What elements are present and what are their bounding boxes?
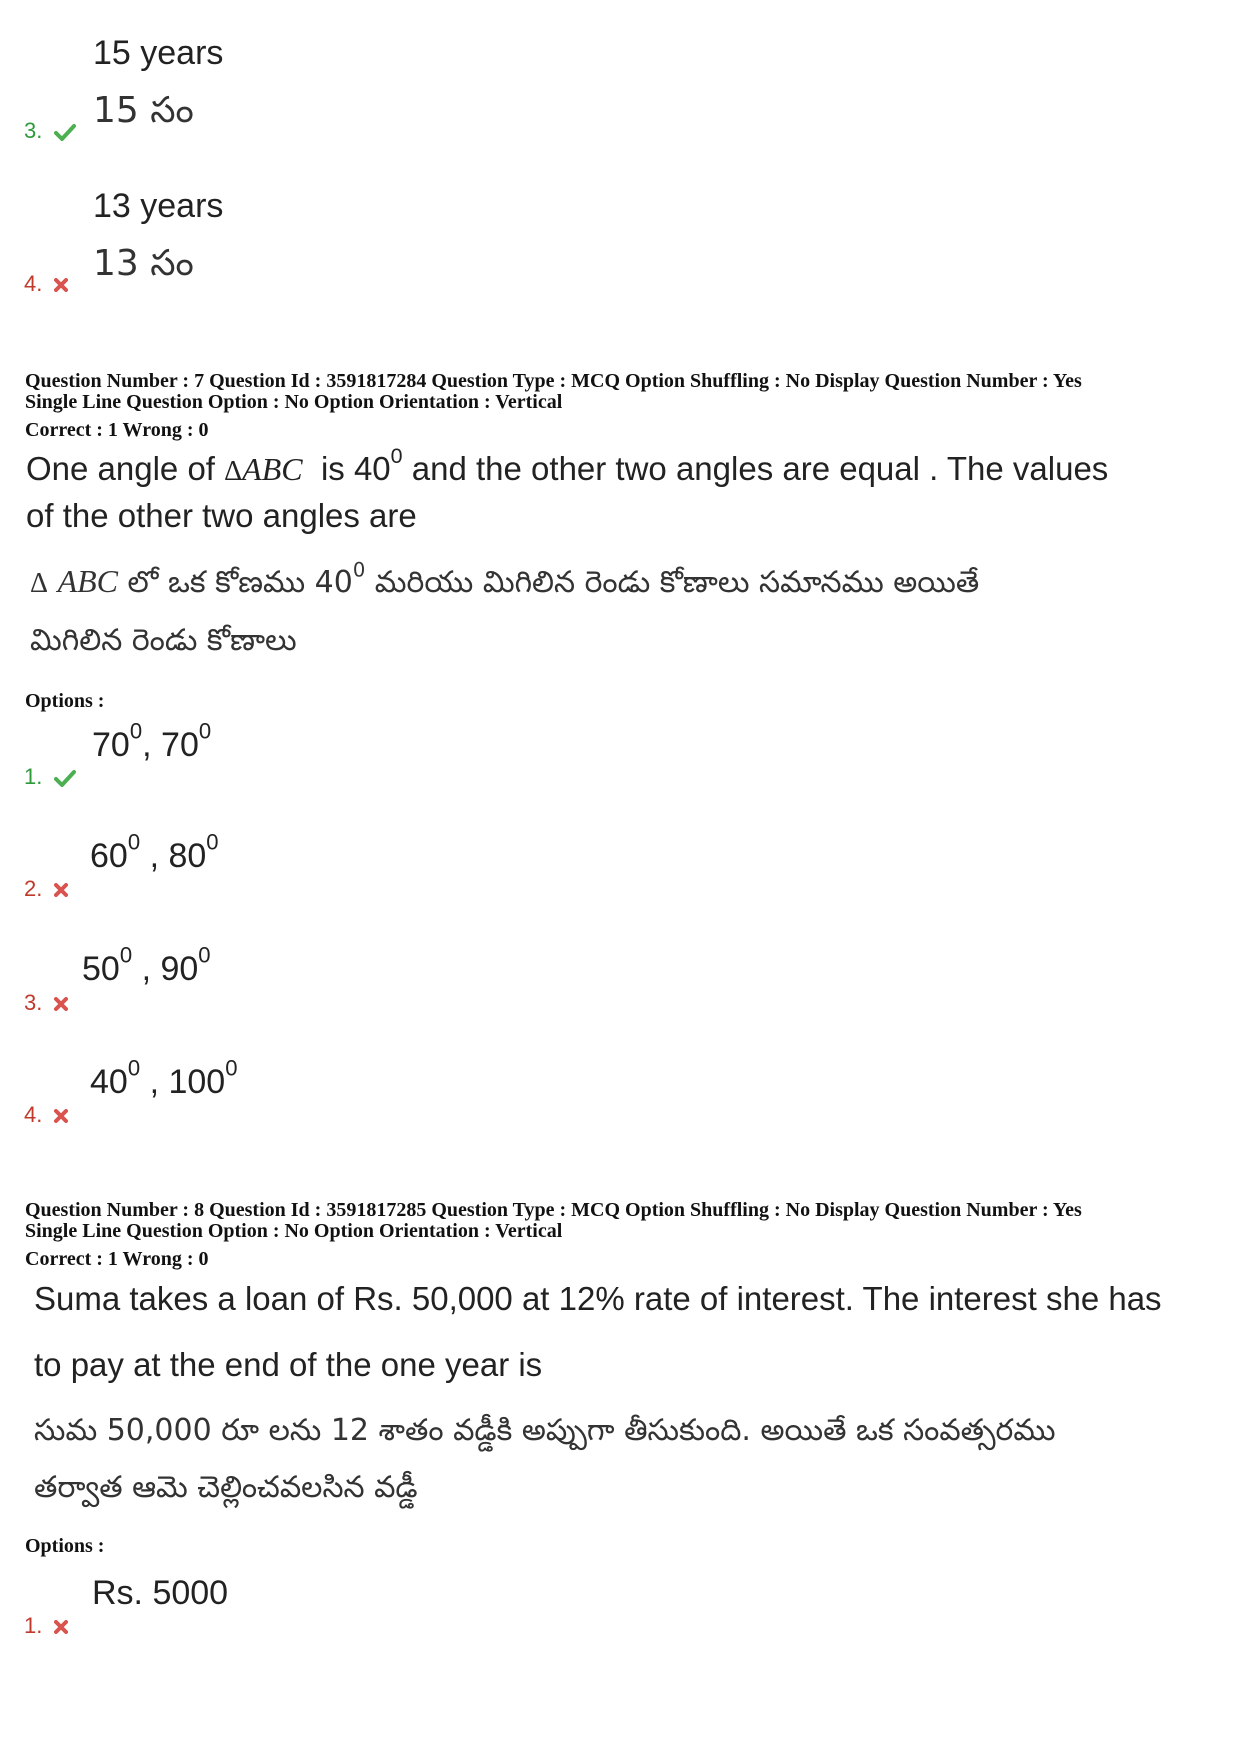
check-mark-icon [54,769,76,792]
question-8-meta-line-1: Question Number : 8 Question Id : 3591817285 Question Type : MCQ Option Shuffling : No Display Question Number : Yes [25,1199,1082,1221]
question-7-meta-line-1: Question Number : 7 Question Id : 3591817284 Question Type : MCQ Option Shuffling : No Display Question Number : Yes [25,370,1082,392]
question-7-option-3-marker [24,990,68,1016]
option-3-marker [24,118,76,146]
question-7-option-2: $60^0$ , $80^0$ [90,829,219,875]
option-number: 4. [24,271,43,296]
question-7-option-4: $40^0$ , $100^0$ [90,1055,238,1101]
question-7-english-line-1: One angle of ΔABC is $40^0$ and the other two angles are equal . The values [26,443,1109,487]
question-7-options-label: Options : [25,690,105,712]
option-3-english: 15 years [93,34,224,72]
question-7-score: Correct : 1 Wrong : 0 [25,419,209,441]
question-8-meta-line-2: Single Line Question Option : No Option Orientation : Vertical [25,1220,563,1242]
cross-mark-icon [54,1109,68,1128]
question-7-option-3: $50^0$ , $90^0$ [82,942,211,988]
question-8-score: Correct : 1 Wrong : 0 [25,1248,209,1270]
question-8-english-line-1: Suma takes a loan of Rs. 50,000 at 12% rate of interest. The interest she has [34,1280,1162,1317]
option-4-english: 13 years [93,187,224,225]
question-7-option-1: $70^0$, $70^0$ [92,718,212,764]
question-8-telugu-line-1: సుమ 50,000 రూ లను 12 శాతం వడ్డీకి అప్పుగా తీసుకుంది. అయితే ఒక సంవత్సరము [34,1413,1056,1448]
question-7-telugu-line-1: Δ ABC లో ఒక కోణము $40^0$ మరియు మిగిలిన రెండు కోణాలు సమానము అయితే [30,558,980,600]
check-mark-icon [54,123,76,146]
question-8-telugu-line-2: తర్వాత ఆమె చెల్లించవలసిన వడ్డీ [34,1470,418,1505]
cross-mark-icon [54,883,68,902]
option-4-telugu: 13 సం [93,243,194,284]
cross-mark-icon [54,1620,68,1639]
question-7-telugu-line-2: మిగిలిన రెండు కోణాలు [30,623,297,658]
option-4-marker [24,271,68,297]
question-7-english-line-2: of the other two angles are [26,497,417,534]
question-8-option-1-marker [24,1613,68,1639]
question-7-option-1-marker [24,764,76,792]
option-number: 2. [24,876,43,901]
option-number: 4. [24,1102,43,1127]
cross-mark-icon [54,278,68,297]
option-3-telugu: 15 సం [93,90,194,131]
question-8-english-line-2: to pay at the end of the one year is [34,1346,543,1383]
option-number: 3. [24,990,43,1015]
question-7-option-2-marker [24,876,68,902]
question-8-option-1: Rs. 5000 [92,1574,229,1612]
question-8-options-label: Options : [25,1535,105,1557]
question-7-meta-line-2: Single Line Question Option : No Option Orientation : Vertical [25,391,563,413]
question-7-option-4-marker [24,1102,68,1128]
option-number: 1. [24,1613,43,1638]
option-number: 3. [24,118,43,143]
option-number: 1. [24,764,43,789]
cross-mark-icon [54,997,68,1016]
